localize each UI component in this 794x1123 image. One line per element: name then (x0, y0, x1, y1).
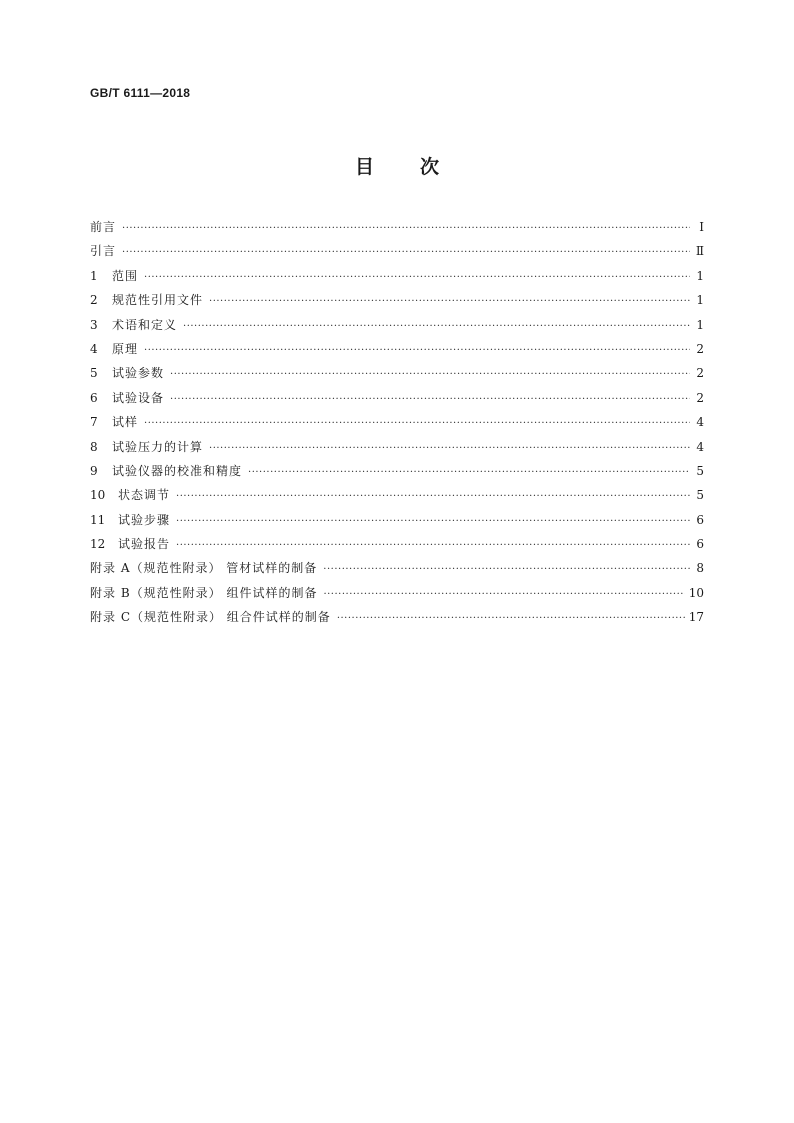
toc-entry-label: 术语和定义 (112, 317, 178, 332)
toc-entry-number: 2 (90, 293, 98, 308)
toc-entry-label: 原理 (112, 341, 139, 356)
toc-entry-label: 试样 (112, 415, 139, 430)
toc-entry-label: 附录 C（规范性附录） 组合件试样的制备 (90, 610, 331, 625)
toc-leader-dots (170, 365, 690, 385)
toc-leader-dots (209, 292, 690, 312)
toc-entry-page: 4 (696, 415, 704, 430)
toc-entry-page: 2 (696, 341, 704, 356)
toc-entry-label: 试验设备 (112, 390, 165, 405)
toc-entry-9[interactable] (90, 461, 704, 485)
page-title (0, 152, 794, 179)
toc-leader-dots (323, 585, 684, 605)
page-title-part2: 次 (420, 156, 440, 178)
toc-entry-number: 10 (90, 488, 106, 503)
toc-entry-page: 1 (696, 293, 704, 308)
toc-entry-annex-b[interactable] (90, 583, 704, 607)
toc-entry-4[interactable] (90, 339, 704, 363)
toc-entry-page: 17 (688, 610, 704, 625)
toc-entry-page: 1 (696, 317, 704, 332)
toc-entry-page: Ⅱ (695, 244, 704, 259)
toc-entry-page: 6 (696, 512, 704, 527)
toc-leader-dots (144, 414, 690, 434)
toc-leader-dots (122, 219, 690, 239)
toc-entry-page: 8 (696, 561, 704, 576)
toc-leader-dots (122, 243, 690, 263)
toc-leader-dots (323, 560, 690, 580)
toc-entry-page: 2 (696, 390, 704, 405)
toc-entry-3[interactable] (90, 315, 704, 339)
toc-entry-number: 11 (90, 512, 106, 527)
toc-entry-page: Ⅰ (699, 220, 704, 234)
toc-entry-annex-c[interactable] (90, 607, 704, 631)
toc-leader-dots (170, 390, 690, 410)
toc-leader-dots (183, 317, 690, 337)
toc-entry-number: 7 (90, 415, 98, 430)
toc-entry-page: 2 (696, 366, 704, 381)
toc-entry-8[interactable] (90, 437, 704, 461)
toc-entry-label: 试验仪器的校准和精度 (112, 463, 243, 478)
table-of-contents (90, 217, 704, 632)
toc-entry-label: 附录 B（规范性附录） 组件试样的制备 (90, 585, 318, 600)
toc-entry-label: 试验压力的计算 (112, 439, 204, 454)
toc-leader-dots (176, 536, 690, 556)
toc-entry-5[interactable] (90, 363, 704, 387)
toc-entry-11[interactable] (90, 510, 704, 534)
toc-entry-annex-a[interactable] (90, 558, 704, 582)
toc-entry-number: 4 (90, 341, 98, 356)
toc-entry-number: 9 (90, 463, 98, 478)
toc-entry-7[interactable] (90, 412, 704, 436)
toc-entry-12[interactable] (90, 534, 704, 558)
standard-code: GB/T 6111—2018 (90, 86, 191, 100)
toc-entry-page: 5 (696, 488, 704, 503)
toc-entry-label: 规范性引用文件 (112, 293, 204, 308)
toc-entry-label: 试验步骤 (118, 512, 171, 527)
toc-entry-1[interactable] (90, 266, 704, 290)
toc-leader-dots (176, 487, 690, 507)
toc-leader-dots (248, 463, 690, 483)
toc-entry-2[interactable] (90, 290, 704, 314)
toc-leader-dots (144, 268, 690, 288)
toc-leader-dots (209, 439, 690, 459)
toc-entry-page: 5 (696, 463, 704, 478)
toc-entry-page: 10 (688, 585, 704, 600)
toc-leader-dots (144, 341, 690, 361)
toc-entry-label: 试验报告 (118, 537, 171, 552)
toc-entry-number: 3 (90, 317, 98, 332)
toc-entry-page: 4 (696, 439, 704, 454)
toc-entry-number: 1 (90, 268, 98, 283)
toc-entry-6[interactable] (90, 388, 704, 412)
toc-entry-label: 范围 (112, 268, 139, 283)
toc-entry-introduction[interactable] (90, 241, 704, 265)
toc-entry-label: 试验参数 (112, 366, 165, 381)
toc-entry-label: 引言 (90, 244, 117, 259)
toc-entry-number: 6 (90, 390, 98, 405)
toc-leader-dots (176, 512, 690, 532)
toc-entry-label: 前言 (90, 220, 117, 234)
toc-entry-page: 6 (696, 537, 704, 552)
toc-entry-page: 1 (696, 268, 704, 283)
toc-entry-label: 状态调节 (118, 488, 171, 503)
toc-entry-number: 5 (90, 366, 98, 381)
toc-entry-10[interactable] (90, 485, 704, 509)
toc-entry-label: 附录 A（规范性附录） 管材试样的制备 (90, 561, 318, 576)
toc-entry-number: 8 (90, 439, 98, 454)
toc-leader-dots (337, 609, 685, 629)
toc-entry-preface[interactable] (90, 217, 704, 241)
toc-entry-number: 12 (90, 537, 106, 552)
page-title-part1: 目 (354, 156, 374, 178)
